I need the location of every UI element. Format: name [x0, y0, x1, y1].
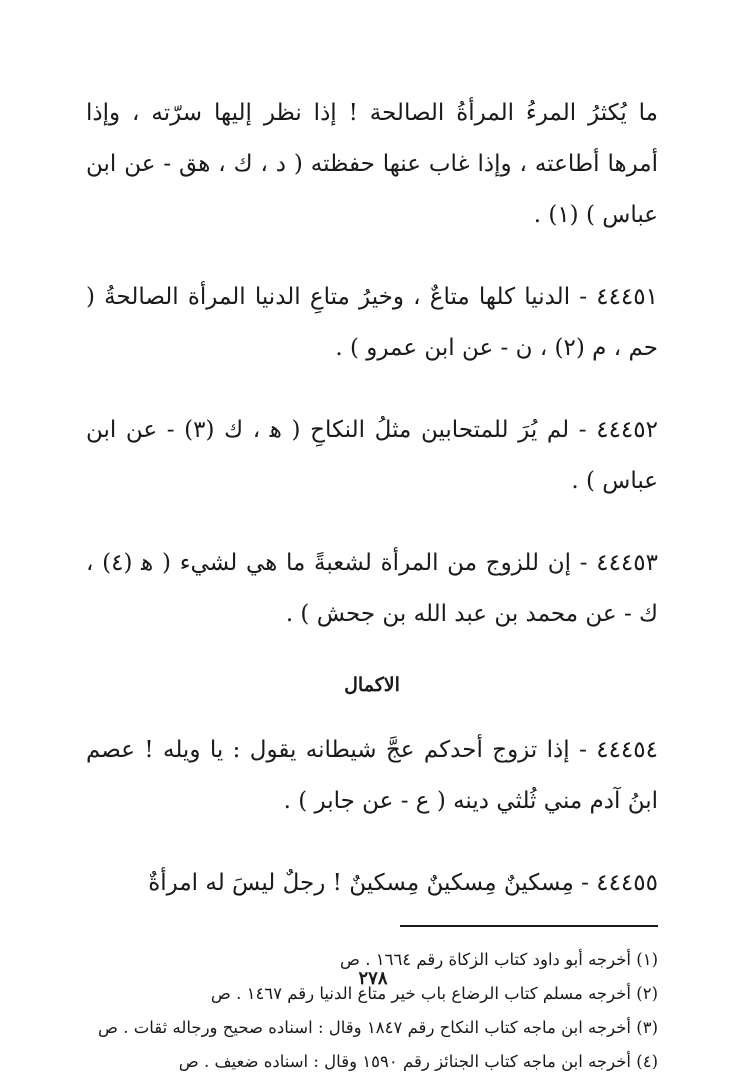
- hadith-44451: ٤٤٤٥١ - الدنيا كلها متاعٌ ، وخيرُ متاعِ الدنيا المرأة الصالحةُ ( حم ، م (٢) ، ن - عن ابن عمرو ) .: [86, 284, 658, 361]
- hadith-44455: ٤٤٤٥٥ - مِسكينٌ مِسكينٌ مِسكينٌ ! رجلٌ ليسَ له امرأةٌ: [148, 870, 658, 896]
- hadith-44453: ٤٤٤٥٣ - إن للزوج من المرأة لشعبةً ما هي لشيء ( ﻫ (٤) ، ك - عن محمد بن عبد الله بن جحش ) .: [86, 550, 658, 627]
- paragraph-continuation: ما يُكثرُ المرءُ المرأةُ الصالحة ! إذا نظر إليها سرّته ، وإذا أمرها أطاعته ، وإذا غاب عنها حفظته ( د ، ك ، هق - عن ابن عباس ) (١) .: [86, 100, 658, 228]
- footnote-1: (١) أخرجه أبو داود كتاب الزكاة رقم ١٦٦٤ . ص: [340, 950, 658, 969]
- footnote-divider: [400, 925, 658, 927]
- hadith-44452: ٤٤٤٥٢ - لم يُرَ للمتحابين مثلُ النكاحِ ( ﻫ ، ك (٣) - عن ابن عباس ) .: [86, 417, 658, 494]
- footnotes: [86, 943, 658, 1079]
- main-text: [86, 88, 658, 640]
- page-number: ٢٧٨: [358, 968, 388, 989]
- footnote-4: (٤) أخرجه ابن ماجه كتاب الجنائز رقم ١٥٩٠ وقال : اسناده ضعيف . ص: [178, 1052, 658, 1071]
- section-heading: الاكمال: [344, 674, 400, 696]
- footnote-3: (٣) أخرجه ابن ماجه كتاب النكاح رقم ١٨٤٧ وقال : اسناده صحيح ورجاله ثقات . ص: [98, 1018, 658, 1037]
- main-text-2: [86, 725, 658, 909]
- footnote-2: (٢) أخرجه مسلم كتاب الرضاع باب خير متاع الدنيا رقم ١٤٦٧ . ص: [210, 984, 658, 1003]
- hadith-44454: ٤٤٤٥٤ - إذا تزوج أحدكم عجَّ شيطانه يقول : يا ويله ! عصم ابنُ آدم مني ثُلثي دينه ( ع - عن جابر ) .: [86, 737, 658, 814]
